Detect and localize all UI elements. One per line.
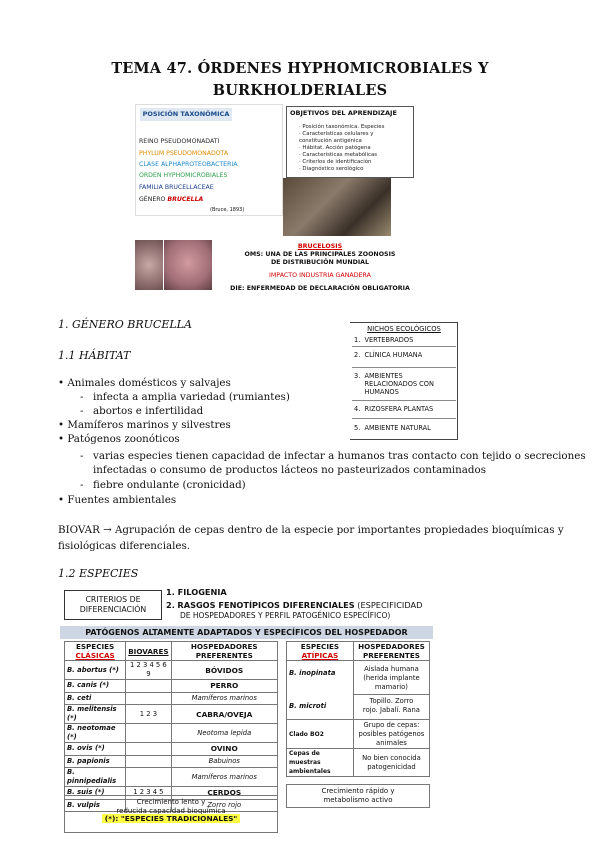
dash: - xyxy=(80,450,84,462)
cell-bio xyxy=(126,692,171,705)
brucelosis-line-4: DIE: ENFERMEDAD DE DECLARACIÓN OBLIGATORIA xyxy=(230,285,410,292)
section-heading-1: 1. GÉNERO BRUCELLA xyxy=(58,318,192,331)
habitat-sub-1b: abortos e infertilidad xyxy=(93,405,204,417)
atypical-footer-1: Crecimiento rápido y xyxy=(321,787,395,795)
nicho-item: 3. AMBIENTES xyxy=(354,372,403,380)
taxonomy-line: REINO PSEUDOMONADATI xyxy=(139,138,220,145)
habitat-bullet-4: • Fuentes ambientales xyxy=(58,494,177,506)
cell-host: Babuinos xyxy=(171,755,277,768)
col-header-species-a: ESPECIES xyxy=(75,642,115,651)
taxonomy-citation: (Bruce, 1893) xyxy=(210,207,245,213)
objective-line: · Criterios de identificación xyxy=(299,159,372,165)
nicho-item: 2. CLÍNICA HUMANA xyxy=(354,351,423,359)
cell-host: CABRA/OVEJA xyxy=(171,705,277,724)
placenta-photo xyxy=(164,240,212,290)
dash: - xyxy=(80,479,84,491)
col-header-atyp-species xyxy=(287,642,354,661)
habitat-sub-3a-2: infectadas o consumo de productos lácteos no pasteurizados contaminados xyxy=(93,464,487,476)
objective-line: · Posición taxonómica. Especies xyxy=(299,124,385,130)
brucelosis-line-3: IMPACTO INDUSTRIA GANADERA xyxy=(269,272,371,279)
atyp-host-env xyxy=(353,749,429,777)
table-row xyxy=(65,680,278,693)
col-header-atyp-hosts-b: PREFERENTES xyxy=(362,651,420,660)
taxonomy-header: POSICIÓN TAXONÓMICA xyxy=(140,108,232,121)
cell-sp: B. suis (*) xyxy=(65,787,126,800)
cell-host: Zorro rojo xyxy=(171,799,277,812)
taxonomy-line: FAMILIA BRUCELLACEAE xyxy=(139,184,214,191)
atypical-footer xyxy=(286,784,430,808)
criterio-1-text: FILOGENIA xyxy=(177,587,227,597)
r4-host-2: patogenicidad xyxy=(367,762,416,771)
r2-sp: B. microti xyxy=(289,702,327,710)
habitat-sub-3a-1: varias especies tienen capacidad de infectar a humanos tras contacto con tejido o secreciones xyxy=(93,450,586,462)
atyp-host-bo2 xyxy=(353,720,429,749)
title-line-2: BURKHOLDERIALES xyxy=(212,82,388,99)
cell-bio xyxy=(126,680,171,693)
r2-host-1: Topillo. Zorro xyxy=(369,697,414,705)
criterio-2-num: 2. xyxy=(166,600,175,610)
criterio-1-num: 1. xyxy=(166,587,175,597)
col-header-biovars: BIOVARES xyxy=(126,642,171,661)
section-heading-1-1: 1.1 HÁBITAT xyxy=(58,349,131,362)
classic-footer-2: reducida capacidad bioquímica xyxy=(116,806,226,815)
section-heading-1-2: 1.2 ESPECIES xyxy=(58,567,139,580)
criterio-2 xyxy=(166,600,422,610)
r3-host-3: animales xyxy=(376,738,407,747)
taxonomy-line: GÉNERO BRUCELLA xyxy=(139,196,204,203)
cell-bio xyxy=(126,768,171,787)
r3-host-2: posibles patógenos xyxy=(358,729,425,738)
brucelosis-line-1: OMS: UNA DE LAS PRINCIPALES ZOONOSIS xyxy=(244,251,396,258)
taxonomy-line: PHYLUM PSEUDOMONADOTA xyxy=(139,150,229,157)
criterios-line-1: CRITERIOS DE xyxy=(85,595,141,604)
nicho-item: RELACIONADOS CON xyxy=(354,380,434,388)
cell-bio xyxy=(126,724,171,743)
r4-sp-1: Cepas de muestras xyxy=(289,750,321,766)
nicho-divider xyxy=(352,367,456,368)
cell-host: Neotoma lepida xyxy=(171,724,277,743)
cell-sp: B. vulpis xyxy=(65,799,126,812)
cell-host: CERDOS xyxy=(171,787,277,800)
habitat-sub-3b: fiebre ondulante (cronicidad) xyxy=(93,479,246,491)
atyp-host-inopinata xyxy=(353,661,429,720)
criterio-2-bold: RASGOS FENOTÍPICOS DIFERENCIALES xyxy=(177,600,355,610)
table-row xyxy=(287,661,430,720)
cell-host: BÓVIDOS xyxy=(171,661,277,680)
classic-footer xyxy=(64,795,278,833)
objective-line: · Hábitat. Acción patógena xyxy=(299,145,371,151)
cell-host: Mamíferos marinos xyxy=(171,692,277,705)
page-title xyxy=(0,58,600,102)
classic-species-table xyxy=(64,641,278,812)
habitat-bullet-3: • Patógenos zoonóticos xyxy=(58,433,180,445)
col-header-atyp-species-a: ESPECIES xyxy=(300,642,340,651)
cell-host: Mamíferos marinos xyxy=(171,768,277,787)
cell-sp: B. abortus (*) xyxy=(65,661,126,680)
cell-bio xyxy=(126,755,171,768)
table-row xyxy=(287,749,430,777)
atyp-species-inopinata xyxy=(287,661,354,720)
biovar-line-2: fisiológicas diferenciales. xyxy=(58,540,191,552)
r1-host-1: Aislada humana xyxy=(364,665,419,673)
table-row xyxy=(65,692,278,705)
table-row xyxy=(287,720,430,749)
col-header-atyp-hosts xyxy=(353,642,429,661)
cell-sp: B. canis (*) xyxy=(65,680,126,693)
r1-host-2: (herida implante xyxy=(363,674,420,682)
table-row xyxy=(65,743,278,756)
habitat-sub-1a: infecta a amplia variedad (rumiantes) xyxy=(93,391,290,403)
table-row xyxy=(65,768,278,787)
classic-footer-1: Crecimiento lento y xyxy=(136,798,206,806)
cell-sp: B. melitensis (*) xyxy=(65,705,126,724)
r4-sp-2: ambientales xyxy=(289,768,331,775)
habitat-bullet-1: • Animales domésticos y salvajes xyxy=(58,377,231,389)
col-header-hosts-b: PREFERENTES xyxy=(195,651,253,660)
atypical-species-table xyxy=(286,641,430,777)
classic-footer-highlight: (*): "ESPECIES TRADICIONALES" xyxy=(102,814,241,823)
cell-host: PERRO xyxy=(171,680,277,693)
objective-line: · Características metabólicas xyxy=(299,152,378,158)
objectives-header: OBJETIVOS DEL APRENDIZAJE xyxy=(290,109,397,117)
r4-host-1: No bien conocida xyxy=(362,753,421,762)
criterio-2-line-2: DE HOSPEDADORES Y PERFIL PATOGÉNICO ESPECÍFICO) xyxy=(180,611,391,620)
cell-sp: B. ovis (*) xyxy=(65,743,126,756)
cell-sp: B. neotomae (*) xyxy=(65,724,126,743)
criterios-box xyxy=(64,590,162,620)
cell-bio xyxy=(126,743,171,756)
r1-sp: B. inopinata xyxy=(289,669,336,677)
cell-sp: B. pinnipedialis xyxy=(65,768,126,787)
table-banner: PATÓGENOS ALTAMENTE ADAPTADOS Y ESPECÍFICOS DEL HOSPEDADOR xyxy=(60,626,433,639)
nicho-item: 5. AMBIENTE NATURAL xyxy=(354,424,431,432)
table-row xyxy=(65,661,278,680)
taxonomy-line: ORDEN HYPHOMICROBIALES xyxy=(139,172,228,179)
atypical-footer-2: metabolismo activo xyxy=(323,796,393,804)
objective-line: · Diagnóstico serológico xyxy=(299,166,364,172)
fetus-photo xyxy=(135,240,163,290)
col-header-hosts-a: HOSPEDADORES xyxy=(190,642,258,651)
atyp-species-bo2: Clado BO2 xyxy=(287,720,354,749)
nicho-divider xyxy=(352,400,456,401)
title-line-1: TEMA 47. ÓRDENES HYPHOMICROBIALES Y xyxy=(111,60,489,77)
cell-sp: B. ceti xyxy=(65,692,126,705)
col-header-atyp-hosts-a: HOSPEDADORES xyxy=(358,642,425,651)
dash: - xyxy=(80,405,84,417)
cell-bio: 1 2 3 xyxy=(126,705,171,724)
cell-bio: 1 2 3 4 5 xyxy=(126,787,171,800)
col-header-atyp-species-b: ATÍPICAS xyxy=(301,651,339,660)
table-row xyxy=(65,724,278,743)
nicho-divider xyxy=(352,418,456,419)
table-row xyxy=(65,755,278,768)
nichos-header: NICHOS ECOLÓGICOS xyxy=(367,325,441,333)
atyp-species-env xyxy=(287,749,354,777)
col-header-hosts xyxy=(171,642,277,661)
nicho-divider xyxy=(352,346,456,347)
criterio-1 xyxy=(166,587,227,597)
r2-host-2: rojo. Jabalí. Rana xyxy=(362,706,420,714)
brucelosis-line-2: DE DISTRIBUCIÓN MUNDIAL xyxy=(270,259,370,266)
r3-host-1: Grupo de cepas: xyxy=(363,720,420,729)
criterios-line-2: DIFERENCIACIÓN xyxy=(79,605,147,614)
col-header-species xyxy=(65,642,126,661)
nicho-item: 4. RIZOSFERA PLANTAS xyxy=(354,405,434,413)
r1-host-3: mamario) xyxy=(374,683,408,691)
criterio-2-rest: (ESPECIFICIDAD xyxy=(354,600,423,610)
cell-bio: 1 2 3 4 5 6 9 xyxy=(126,661,171,680)
cell-sp: B. papionis xyxy=(65,755,126,768)
table-row xyxy=(65,705,278,724)
nicho-item: HUMANOS xyxy=(354,388,399,396)
col-header-species-b: CLÁSICAS xyxy=(75,651,115,660)
objective-line: · Características celulares y xyxy=(299,131,374,137)
objective-line: constitución antigénica xyxy=(299,138,362,144)
field-photo xyxy=(283,178,391,236)
biovar-line-1: BIOVAR → Agrupación de cepas dentro de la especie por importantes propiedades bioquímicas y xyxy=(58,524,564,536)
brucelosis-title: BRUCELOSIS xyxy=(297,243,343,250)
nicho-item: 1. VERTEBRADOS xyxy=(354,336,414,344)
dash: - xyxy=(80,391,84,403)
taxonomy-line: CLASE ALPHAPROTEOBACTERIA xyxy=(139,161,238,168)
cell-host: OVINO xyxy=(171,743,277,756)
habitat-bullet-2: • Mamíferos marinos y silvestres xyxy=(58,419,231,431)
